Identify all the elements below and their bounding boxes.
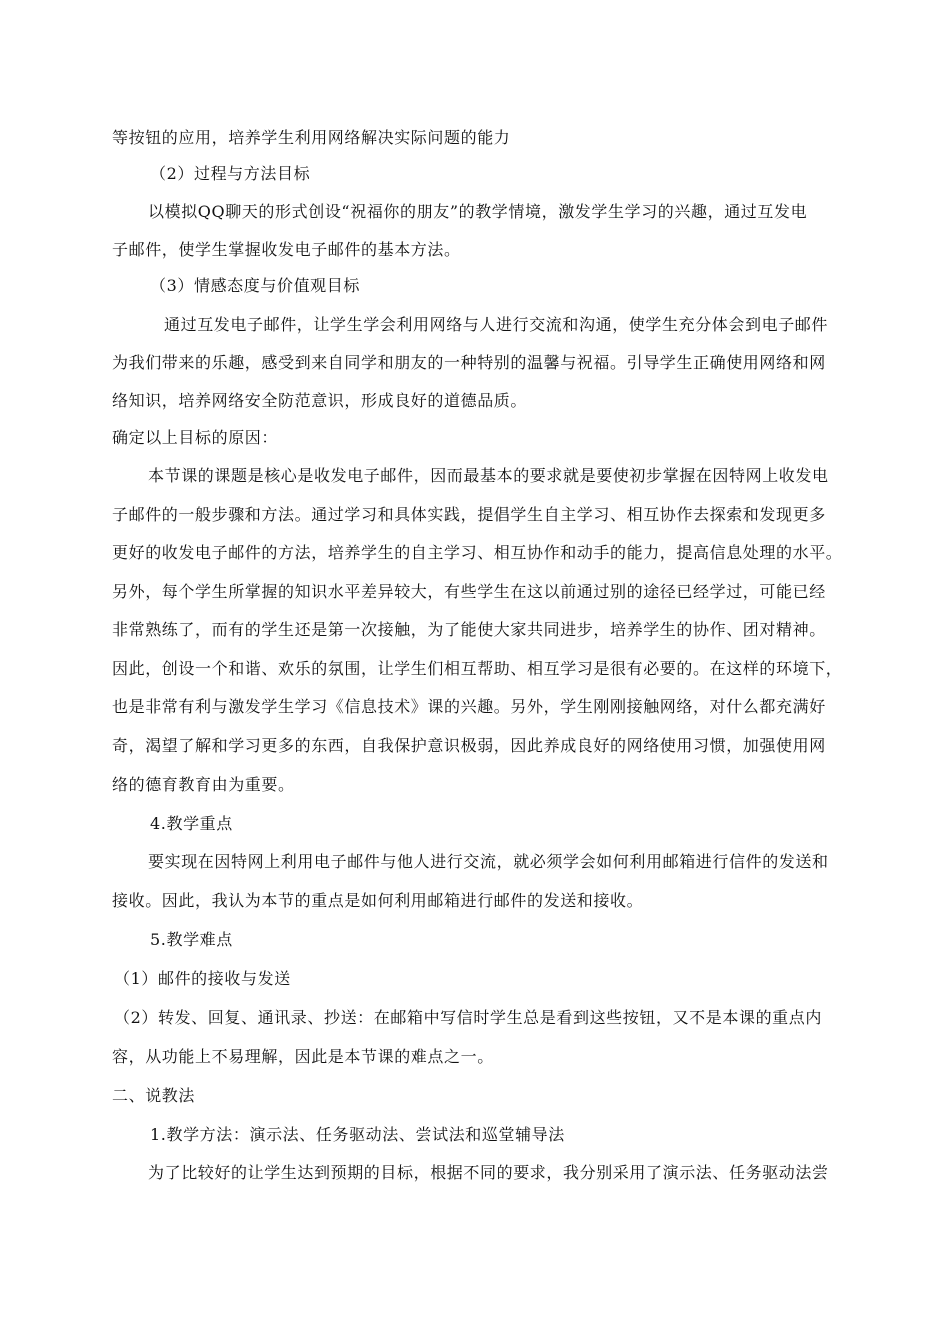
- text-line: 等按钮的应用，培养学生利用网络解决实际问题的能力: [112, 128, 511, 147]
- section-heading: （2）过程与方法目标: [150, 164, 311, 183]
- section-heading: （3）情感态度与价值观目标: [150, 276, 360, 295]
- text-line: 子邮件，使学生掌握收发电子邮件的基本方法。: [112, 240, 461, 259]
- text-line: 也是非常有利与激发学生学习《信息技术》课的兴趣。另外，学生刚刚接触网络，对什么都充满好: [112, 697, 826, 716]
- text-line: 络知识，培养网络安全防范意识，形成良好的道德品质。: [112, 391, 528, 410]
- section-heading: 5.教学难点: [150, 930, 233, 949]
- text-line: 奇，渴望了解和学习更多的东西，自我保护意识极弱，因此养成良好的网络使用习惯，加强使用网: [112, 736, 826, 755]
- text-line: 络的德育教育由为重要。: [112, 775, 295, 794]
- section-heading: 确定以上目标的原因：: [112, 428, 279, 447]
- text-line: 接收。因此，我认为本节的重点是如何利用邮箱进行邮件的发送和接收。: [112, 891, 644, 910]
- text-line: 为我们带来的乐趣，感受到来自同学和朋友的一种特别的温馨与祝福。引导学生正确使用网络和网: [112, 353, 826, 372]
- text-line: 子邮件的一般步骤和方法。通过学习和具体实践，提倡学生自主学习、相互协作去探索和发现更多: [112, 505, 826, 524]
- list-item: （2）转发、回复、通讯录、抄送：在邮箱中写信时学生总是看到这些按钮，又不是本课的重点内: [114, 1008, 822, 1027]
- text-line: 因此，创设一个和谐、欢乐的氛围，让学生们相互帮助、相互学习是很有必要的。在这样的环境下，: [112, 659, 843, 678]
- section-heading: 4.教学重点: [150, 814, 233, 833]
- section-heading: 1.教学方法：演示法、任务驱动法、尝试法和巡堂辅导法: [150, 1125, 565, 1144]
- list-item: （1）邮件的接收与发送: [114, 969, 291, 988]
- text-line: 要实现在因特网上利用电子邮件与他人进行交流，就必须学会如何利用邮箱进行信件的发送和: [148, 852, 829, 871]
- text-line: 容，从功能上不易理解，因此是本节课的难点之一。: [112, 1047, 494, 1066]
- section-heading: 二、说教法: [112, 1086, 196, 1105]
- text-line: 另外，每个学生所掌握的知识水平差异较大，有些学生在这以前通过别的途径已经学过，可能已经: [112, 582, 826, 601]
- text-line: 为了比较好的让学生达到预期的目标，根据不同的要求，我分别采用了演示法、任务驱动法尝: [148, 1163, 829, 1182]
- text-line: 非常熟练了，而有的学生还是第一次接触，为了能使大家共同进步，培养学生的协作、团对精神。: [112, 620, 826, 639]
- text-line: 通过互发电子邮件，让学生学会利用网络与人进行交流和沟通，使学生充分体会到电子邮件: [164, 315, 829, 334]
- text-line: 以模拟QQ聊天的形式创设“祝福你的朋友”的教学情境，激发学生学习的兴趣，通过互发电: [148, 202, 808, 221]
- text-line: 更好的收发电子邮件的方法，培养学生的自主学习、相互协作和动手的能力，提高信息处理的水平。: [112, 543, 843, 562]
- text-line: 本节课的课题是核心是收发电子邮件，因而最基本的要求就是要使初步掌握在因特网上收发电: [148, 466, 829, 485]
